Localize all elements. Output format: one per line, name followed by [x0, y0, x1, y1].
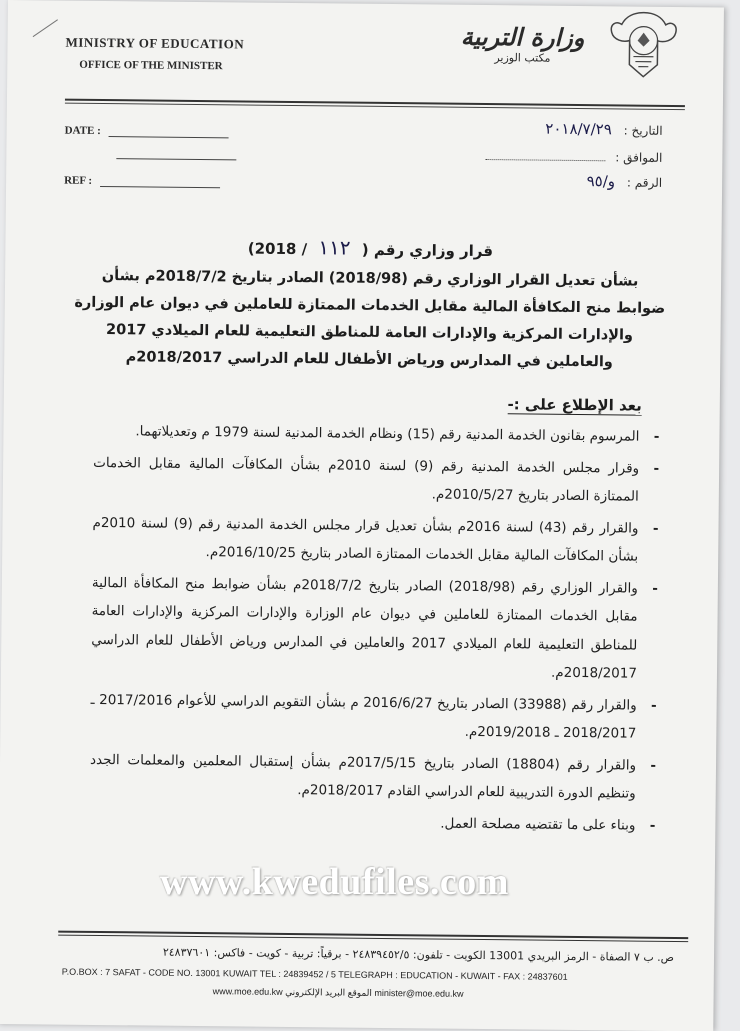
footer-arabic-address: ص. ب ٧ الصفاة - الرمز البريدي 13001 الكويت - تلفون: ٢٤٨٣٩٤٥٢/٥ - برقياً: تربية - كويت - فاكس: ٢٤٨٣٧٦٠١	[162, 945, 675, 965]
decree-heading	[65, 233, 675, 263]
date-field-en	[65, 125, 229, 139]
footer-web-email: www.moe.edu.kw الموقع البريد الإلكتروني minister@moe.edu.kw	[212, 986, 464, 999]
list-item: - والقرار رقم (43) لسنة 2016م بشأن تعديل قرار مجلس الخدمة المدنية رقم (9) لسنة 2010م بشأن المكافآت المالية مقابل الخدمات الممتازة الصادر بتاريخ 2016/10/25م.	[92, 508, 653, 571]
arabic-letterhead	[447, 23, 597, 66]
folded-corner	[16, 0, 58, 37]
number-field-ar	[587, 172, 663, 191]
en-ministry-name: MINISTRY OF EDUCATION	[65, 34, 245, 52]
watermark-text: www.kwedufiles.com	[160, 861, 509, 903]
ar-number-label: الرقم :	[626, 175, 663, 190]
decree-title-block	[64, 233, 675, 377]
date-label: DATE :	[64, 124, 101, 137]
decree-label: قرار وزاري رقم (	[361, 240, 494, 261]
date-field-ar	[545, 120, 663, 139]
date-field-en-line2	[116, 147, 236, 160]
ar-office-name: مكتب الوزير	[494, 51, 551, 65]
list-item: - والقرار رقم (33988) الصادر بتاريخ 2016/6/27 م بشأن التقويم الدراسي للأعوام 2017/2016 ـ 2018/2017 ـ 2019/2018م.	[90, 685, 651, 748]
ref-label: REF :	[64, 174, 93, 187]
decree-year: / 2018)	[247, 239, 308, 259]
ar-date-label: التاريخ :	[623, 123, 663, 138]
ar-number-value: و/٩٥	[586, 172, 616, 191]
en-office-name: OFFICE OF THE MINISTER	[79, 58, 223, 73]
list-item: - وقرار مجلس الخدمة المدنية رقم (9) لسنة 2010م بشأن المكافآت المالية مقابل الخدمات الممتازة الصادر بتاريخ 2010/5/27م.	[93, 448, 654, 511]
references-list	[89, 417, 653, 843]
decree-subject-line: والإدارات المركزية والإدارات العامة للمناطق التعليمية للعام الميلادي 2017	[105, 322, 634, 344]
corresponding-field-ar	[485, 147, 662, 165]
kuwait-coat-of-arms-icon	[603, 6, 684, 83]
list-item: - والقرار رقم (18804) الصادر بتاريخ 2017/5/15م بشأن إستقبال المعلمين والمعلمات الجدد وتنظيم الدورة التدريبية للعام الدراسي القادم 2018/2017م.	[90, 745, 651, 808]
footer-english-address: P.O.BOX : 7 SAFAT - CODE NO. 13001 KUWAIT TEL : 24839452 / 5 TELEGRAPH : EDUCATION - KUWAIT - FAX : 24837601	[61, 966, 568, 982]
ar-corresponding-label: الموافق :	[615, 150, 663, 165]
list-item: - والقرار الوزاري رقم (2018/98) الصادر بتاريخ 2018/7/2م بشأن ضوابط منح المكافأة المالية مقابل الخدمات الممتازة للعاملين في ديوان عام الوزارة والإدارات المركزية والإدارات العامة للمناطق التعليمية للعام الميلادي 2017 والعاملين في المدارس ورياض الأطفال للعام الدراسي 2018/2017م.	[91, 568, 652, 688]
list-item: - وبناء على ما تقتضيه مصلحة العمل.	[89, 805, 649, 839]
list-item: - المرسوم بقانون الخدمة المدنية رقم (15) ونظام الخدمة المدنية لسنة 1979 م وتعديلاتهما.	[93, 417, 653, 451]
decree-subject-line: ضوابط منح المكافأة المالية مقابل الخدمات الممتازة للعاملين في ديوان عام الوزارة	[74, 294, 666, 317]
decree-subject-line: بشأن تعديل القرار الوزاري رقم (2018/98) الصادر بتاريخ 2018/7/2م بشأن	[101, 267, 639, 290]
decree-number: ١١٢	[318, 235, 351, 260]
ar-ministry-name: وزارة التربية	[460, 22, 585, 53]
review-heading: بعد الإطلاع على :-	[507, 395, 642, 415]
english-letterhead	[65, 35, 244, 73]
ar-date-value: ٢٠١٨/٧/٢٩	[545, 119, 612, 139]
ref-field-en	[64, 175, 220, 189]
decree-subject-line: والعاملين في المدارس ورياض الأطفال للعام الدراسي 2018/2017م	[125, 349, 613, 371]
